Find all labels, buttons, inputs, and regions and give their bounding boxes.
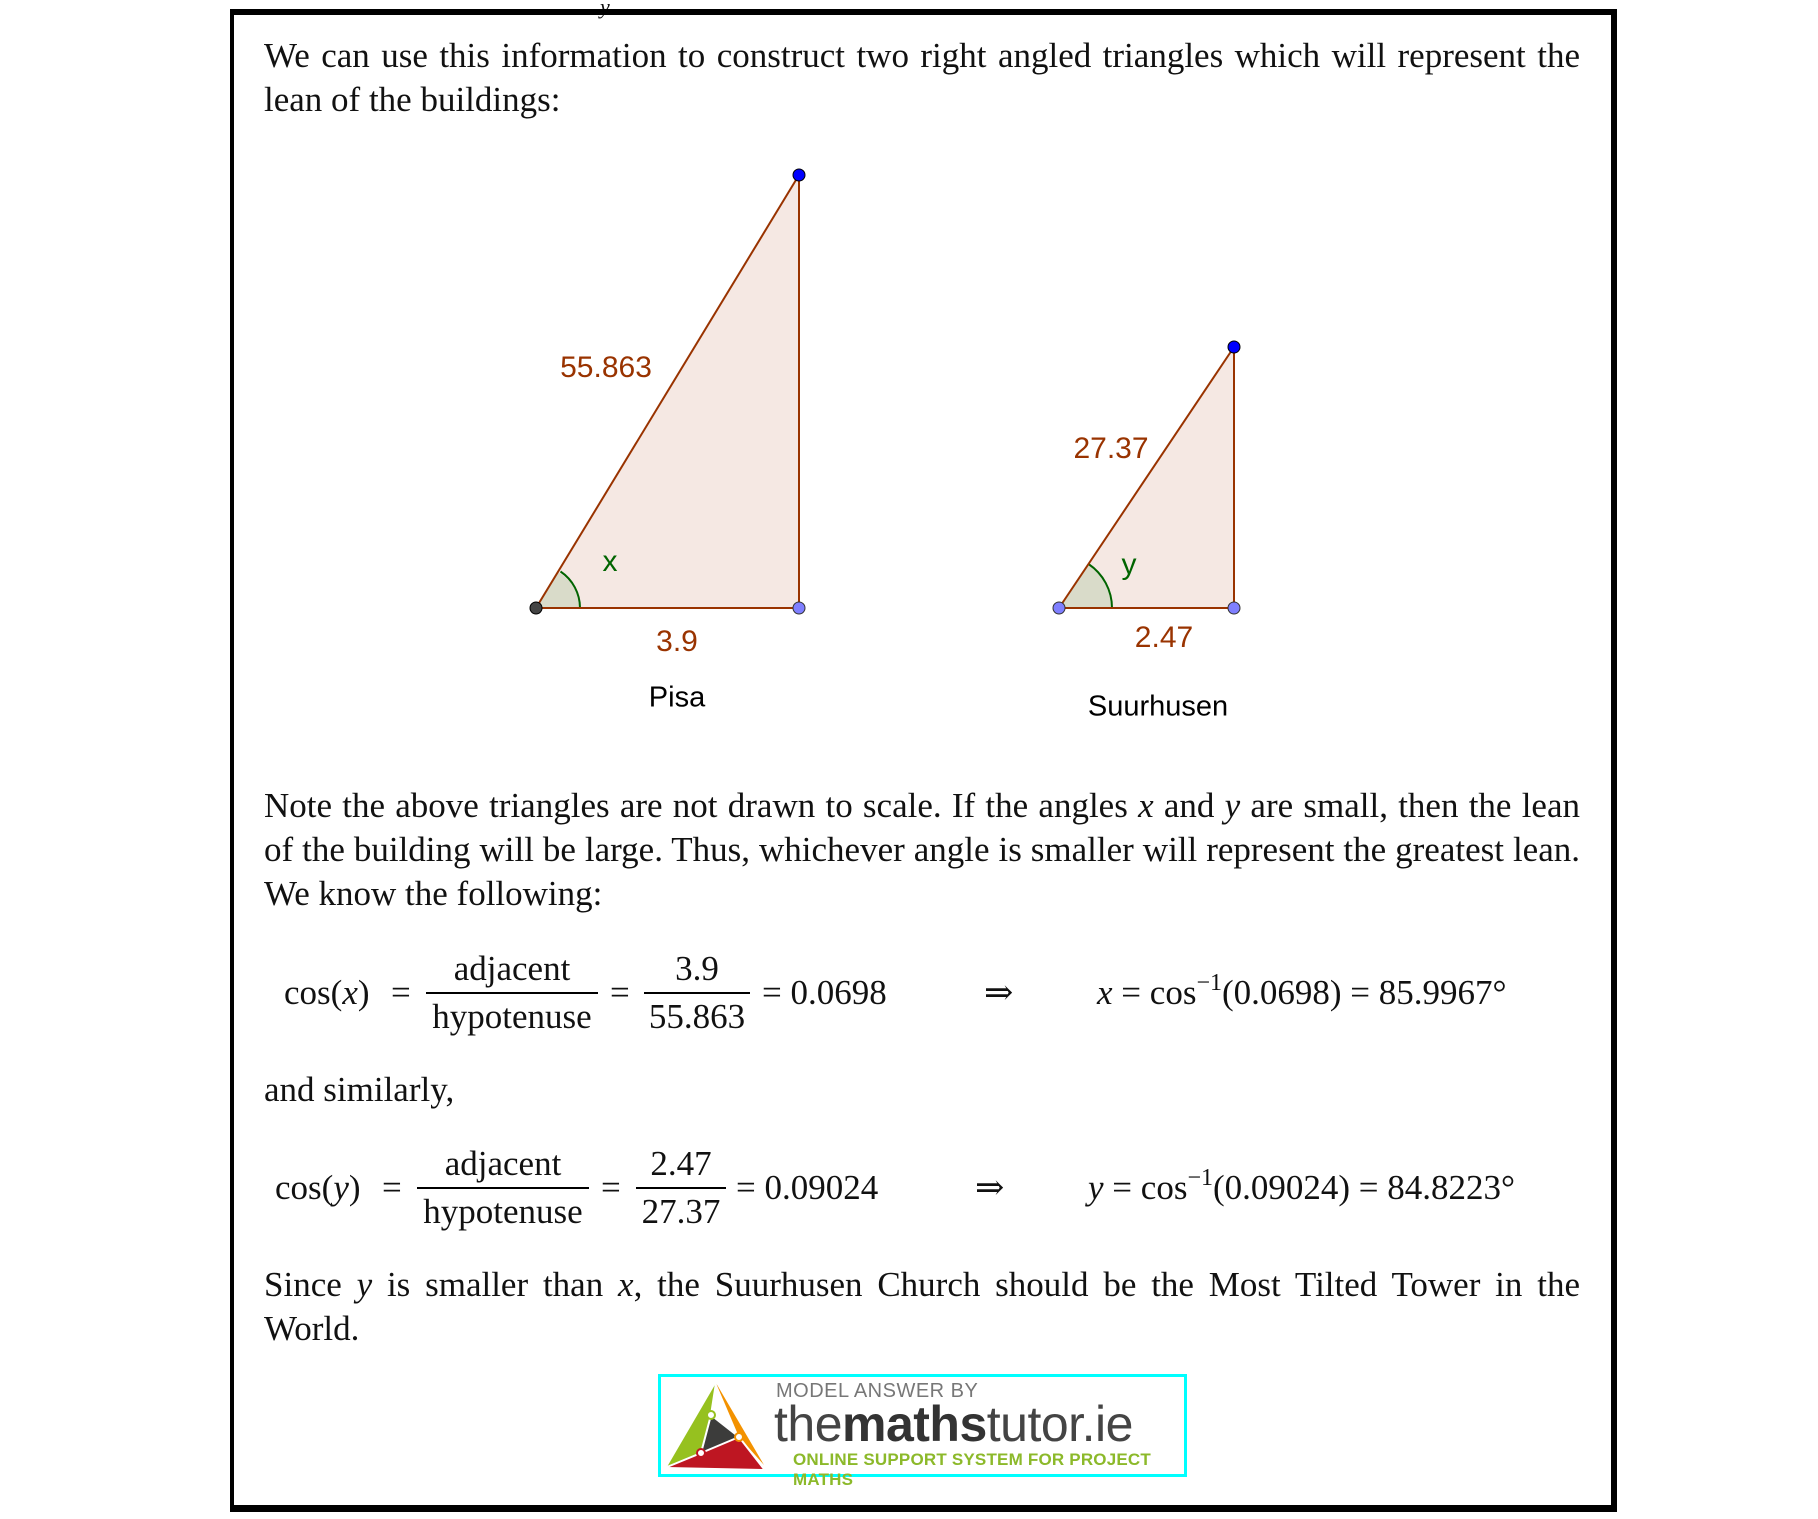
equation-cos-x <box>264 938 1584 1048</box>
vertex-suur-a <box>1053 602 1065 614</box>
conclusion-text-1: Since <box>264 1265 357 1304</box>
eq1-rhs-var: x <box>1097 973 1113 1012</box>
eq1-rhs-fn: = cos <box>1112 973 1197 1012</box>
eq2-rhs-fn: = cos <box>1103 1168 1188 1207</box>
pisa-base-label: 3.9 <box>656 625 698 658</box>
implies-arrow-icon: ⇒ <box>984 973 1014 1012</box>
eq1-frac1-den: hypotenuse <box>432 997 592 1036</box>
suurhusen-angle-label: y <box>1121 548 1137 581</box>
eq1-fraction-values <box>644 950 750 1036</box>
eq2-frac1-den: hypotenuse <box>423 1192 583 1231</box>
suurhusen-name-label: Suurhusen <box>1087 690 1229 723</box>
pisa-name-label: Pisa <box>648 681 706 714</box>
eq2-fraction-values <box>636 1145 726 1231</box>
eq2-var: y <box>333 1168 349 1207</box>
eq2-rhs-var: y <box>1088 1168 1104 1207</box>
eq1-rhs <box>1097 970 1507 1013</box>
eq2-close: ) <box>348 1168 361 1207</box>
eq1-frac2-num: 3.9 <box>675 949 719 988</box>
eq1-fn: cos( <box>284 973 343 1012</box>
eq1-rhs-sup: −1 <box>1196 970 1222 996</box>
eq2-equals-2: = <box>601 1168 621 1207</box>
eq2-rhs-value: (0.09024) = 84.8223° <box>1213 1168 1516 1207</box>
eq2-fn: cos( <box>275 1168 334 1207</box>
var-y: y <box>1224 786 1241 825</box>
eq1-equals-1: = <box>391 973 411 1012</box>
suurhusen-base-label: 2.47 <box>1134 621 1194 654</box>
eq1-rhs-value: (0.0698) = 85.9967° <box>1222 973 1507 1012</box>
logo-brand-maths: maths <box>842 1396 987 1452</box>
eq2-result: = 0.09024 <box>736 1168 879 1207</box>
suurhusen-triangle <box>1053 341 1240 614</box>
var-x: x <box>618 1265 634 1304</box>
suurhusen-hypotenuse-label: 27.37 <box>1073 432 1149 465</box>
vertex-pisa-c <box>793 169 805 181</box>
eq1-fraction-words <box>426 950 598 1036</box>
eq2-lhs <box>275 1168 361 1208</box>
pisa-triangle <box>530 169 805 614</box>
eq1-equals-2: = <box>610 973 630 1012</box>
conclusion-text-3: , the Suurhusen Church should be the Most Tilted Tower in the World. <box>264 1265 1580 1348</box>
logo-tagline: ONLINE SUPPORT SYSTEM FOR PROJECT MATHS <box>793 1450 1151 1489</box>
vertex-suur-b <box>1228 602 1240 614</box>
eq2-frac2-den: 27.37 <box>641 1192 721 1231</box>
themathstutor-logo <box>658 1374 1187 1489</box>
equation-cos-y <box>264 1133 1584 1243</box>
triangle-logo-icon <box>661 1377 771 1474</box>
note-text-1: Note the above triangles are not drawn to scale. If the angles <box>264 786 1139 825</box>
note-text-2: and <box>1153 786 1225 825</box>
pisa-hypotenuse-label: 55.863 <box>560 351 652 384</box>
logo-brand-the: the <box>774 1396 843 1452</box>
conclusion-text-2: is smaller than <box>372 1265 619 1304</box>
eq1-frac2-den: 55.863 <box>648 997 746 1036</box>
eq1-result: = 0.0698 <box>762 973 887 1012</box>
implies-arrow-icon: ⇒ <box>975 1168 1005 1207</box>
eq2-equals-1: = <box>382 1168 402 1207</box>
eq1-lhs <box>284 973 370 1013</box>
var-y: y <box>356 1265 373 1304</box>
eq2-rhs-sup: −1 <box>1187 1165 1213 1191</box>
note-paragraph <box>264 784 1580 916</box>
vertex-pisa-b <box>793 602 805 614</box>
eq1-close: ) <box>357 973 370 1012</box>
intro-paragraph: We can use this information to construct two right angled triangles which will represent the lean of the buildings: <box>264 36 1580 119</box>
vertex-suur-c <box>1228 341 1240 353</box>
conclusion-paragraph <box>264 1263 1580 1351</box>
var-x: x <box>1138 786 1154 825</box>
logo-brand <box>774 1394 1133 1454</box>
vertex-pisa-a <box>530 602 542 614</box>
pisa-angle-label: x <box>602 545 618 578</box>
logo-model-answer-by: MODEL ANSWER BY <box>776 1380 979 1402</box>
logo-brand-tutor: tutor.ie <box>986 1396 1133 1452</box>
eq1-frac1-num: adjacent <box>453 949 571 988</box>
previous-page-fragment: y <box>600 0 610 19</box>
eq2-fraction-words <box>417 1145 589 1231</box>
and-similarly-text: and similarly, <box>264 1070 455 1109</box>
note-text-3: are small, then the lean of the building will be large. Thus, whichever angle is smaller will represent the greatest lean. We know the following: <box>264 786 1580 913</box>
eq1-var: x <box>342 973 358 1012</box>
eq2-rhs <box>1088 1165 1516 1208</box>
eq2-frac1-num: adjacent <box>444 1144 562 1183</box>
eq2-frac2-num: 2.47 <box>650 1144 712 1183</box>
